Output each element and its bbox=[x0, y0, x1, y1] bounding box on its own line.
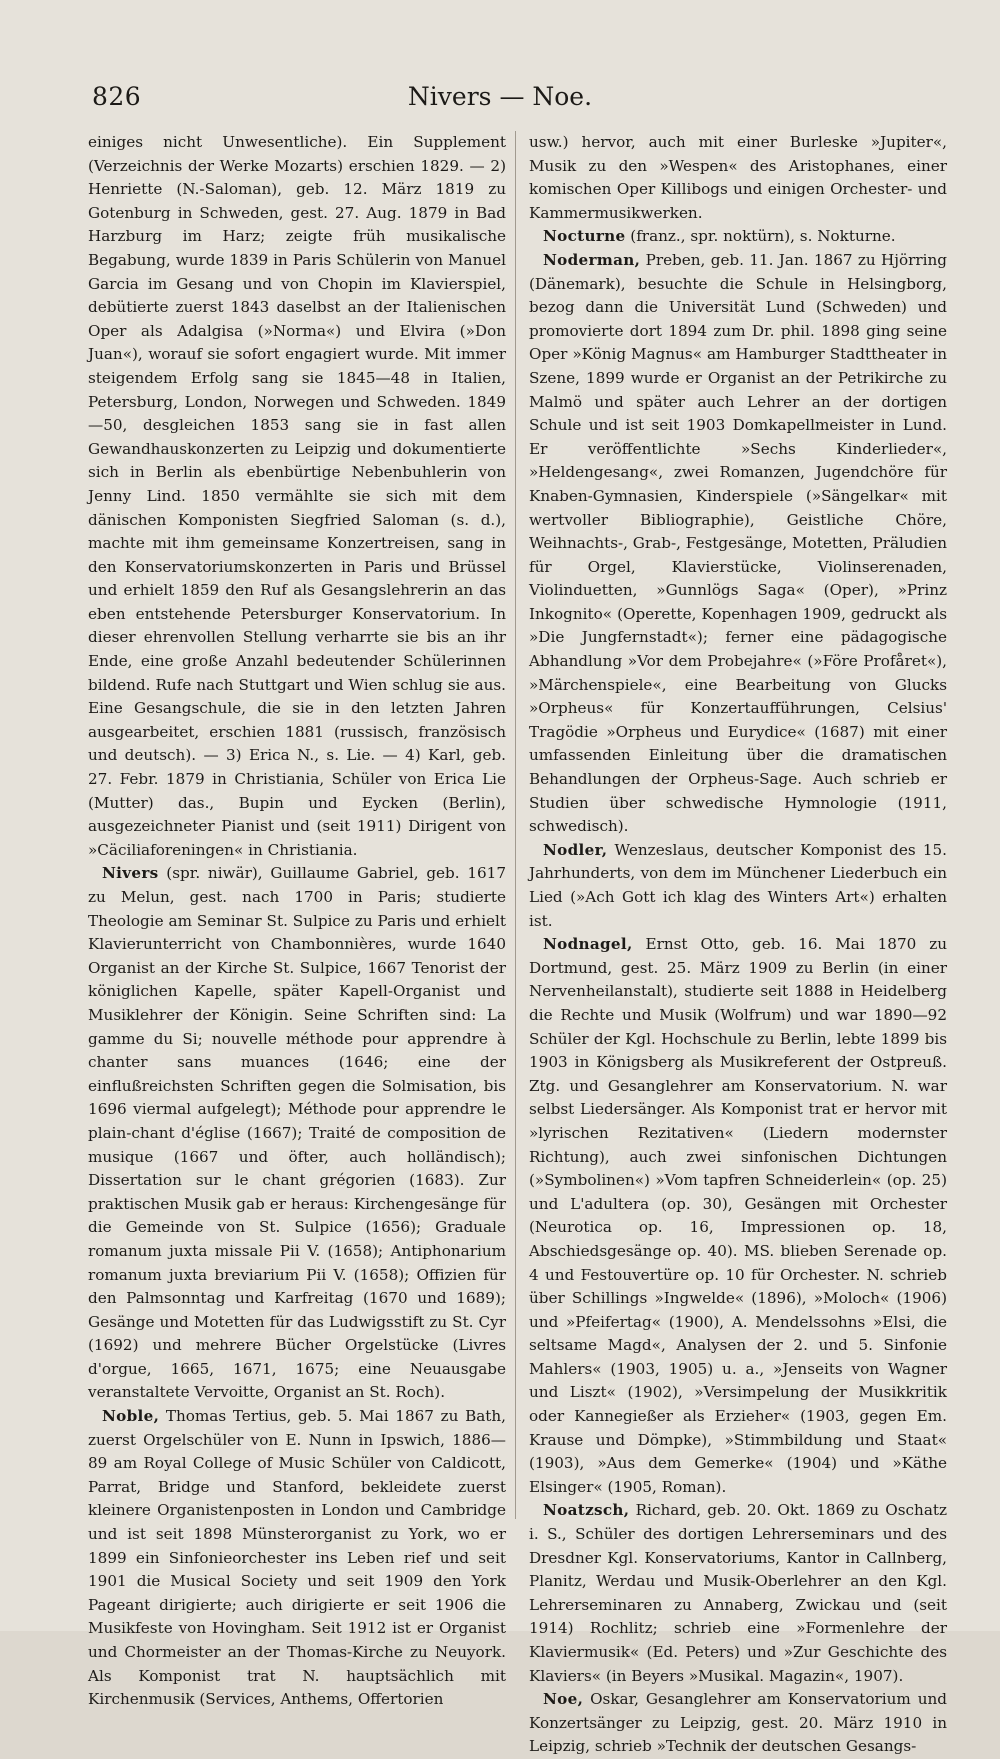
entry-text: (spr. niwär), Guillaume Gabriel, geb. 1617 zu Melun, gest. nach 1700 in Paris; studierte Theologie am Seminar St. Sulpice zu Paris und erhielt Klavierunterricht von Chambonnières, wurde 1640 Organist an der Kirche St. Sulpice, 1667 Tenorist der königlichen Kapelle, später Kapell-Organist und Musiklehrer der Königin. Seine Schriften sind: La gamme du Si; nouvelle méthode pour apprendre à chanter sans muances (1646; eine der einflußreichsten Schriften gegen die Solmisation, bis 1696 viermal aufgelegt); Méthode pour apprendre le plain-chant d'église (1667); Traité de composition de musique (1667 und öfter, auch holländisch); Dissertation sur le chant grégorien (1683). Zur praktischen Musik gab er heraus: Kirchengesänge für die Gemeinde von St. Sulpice (1656); Graduale romanum juxta missale Pii V. (1658); Antiphonarium romanum juxta breviarium Pii V. (1658); Offizien für den Palmsonntag und Karfreitag (1670 und 1689); Gesänge und Motetten für das Ludwigsstift zu St. Cyr (1692) und mehrere Bücher Orgelstücke (Livres d'orgue, 1665, 1671, 1675; eine Neuausgabe veranstaltete Vervoitte, Organist an St. Roch). bbox=[88, 864, 507, 1402]
entry-text: Ernst Otto, geb. 16. Mai 1870 zu Dortmund, gest. 25. März 1909 zu Berlin (in einer Nervenheilanstalt), studierte seit 1888 in Heidelberg die Rechte und Musik (Wolfrum) und war 1890—92 Schüler der Kgl. Hochschule zu Berlin, lebte 1899 bis 1903 in Königsberg als Musikreferent der Ostpreuß. Ztg. und Gesanglehrer am Konservatorium. N. war selbst Liedersänger. Als Komponist trat er hervor mit »lyrischen Rezitativen« (Liedern modernster Richtung), auch zwei sinfonischen Dichtungen (»Symbolinen«) »Vom tapfren Schneiderlein« (op. 25) und L'adultera (op. 30), Gesängen mit Orchester (Neurotica op. 16, Impressionen op. 18, Abschiedsgesänge op. 40). MS. blieben Serenade op. 4 und Festouvertüre op. 10 für Orchester. N. schrieb über Schillings »Ingwelde« (1896), »Moloch« (1906) und »Pfeifertag« (1900), A. Mendelssohns »Elsi, die seltsame Magd«, Analysen der 2. und 5. Sinfonie Mahlers« (1903, 1905) u. a., »Jenseits von Wagner und Liszt« (1902), »Versimpelung der Musikkritik oder Kannegießer als Erzieher« (1903, gegen Em. Krause und Dömpke), »Stimmbildung und Staat« (1903), »Aus dem Gemerke« (1904) und »Käthe Elsinger« (1905, Roman). bbox=[529, 935, 948, 1496]
entry-paragraph bbox=[88, 862, 506, 1405]
page-number: 826 bbox=[92, 82, 142, 111]
entry-paragraph bbox=[529, 1499, 947, 1688]
entry-headword: Nodler, bbox=[543, 840, 608, 859]
page-header bbox=[0, 0, 1000, 130]
entry-paragraph bbox=[88, 1405, 506, 1712]
entry-text: usw.) hervor, auch mit einer Burleske »Jupiter«, Musik zu den »Wespen« des Aristophanes, einer komischen Oper Killibogs und einigen Orchester- und Kammermusikwerken. bbox=[529, 133, 947, 222]
entry-headword: Nocturne bbox=[543, 227, 626, 246]
running-head: Nivers — Noe. bbox=[407, 82, 593, 111]
entry-text: (franz., spr. noktürn), s. Nokturne. bbox=[630, 227, 896, 246]
entry-paragraph bbox=[529, 839, 947, 933]
entry-headword: Nivers bbox=[102, 864, 159, 883]
entry-headword: Noble, bbox=[102, 1407, 160, 1426]
entry-headword: Nodnagel, bbox=[543, 935, 633, 954]
entry-paragraph bbox=[529, 225, 947, 249]
column-divider bbox=[515, 131, 516, 1519]
entry-paragraph bbox=[529, 1688, 947, 1759]
entry-paragraph bbox=[529, 249, 947, 839]
entry-paragraph bbox=[529, 131, 947, 225]
entry-text: Preben, geb. 11. Jan. 1867 zu Hjörring (Dänemark), besuchte die Schule in Helsingborg, bezog dann die Universität Lund (Schweden) und promovierte dort 1894 zum Dr. phil. 1898 ging seine Oper »König Magnus« am Hamburger Stadttheater in Szene, 1899 wurde er Organist an der Petrikirche zu Malmö und später auch Lehrer an der dortigen Schule und ist seit 1903 Domkapellmeister in Lund. Er veröffentlichte »Sechs Kinderlieder«, »Heldengesang«, zwei Romanzen, Jugendchöre für Knaben-Gymnasien, Kinderspiele (»Sängelkar« mit wertvoller Bibliographie), Geistliche Chöre, Weihnachts-, Grab-, Festgesänge, Motetten, Präludien für Orgel, Klavierstücke, Violinserenaden, Violinduetten, »Gunnlögs Saga« (Oper), »Prinz Inkognito« (Operette, Kopenhagen 1909, gedruckt als »Die Jungfernstadt«); ferner eine pädagogische Abhandlung »Vor dem Probejahre« (»Före Profåret«), »Märchenspiele«, eine Bearbeitung von Glucks »Orpheus« für Konzertaufführungen, Celsius' Tragödie »Orpheus und Eurydice« (1687) mit einer umfassenden Einleitung über die dramatischen Behandlungen der Orpheus-Sage. Auch schrieb er Studien über schwedische Hymnologie (1911, schwedisch). bbox=[529, 250, 947, 836]
left-column bbox=[88, 131, 506, 1712]
entry-paragraph bbox=[88, 131, 506, 862]
entry-text: Oskar, Gesanglehrer am Konservatorium und Konzertsänger zu Leipzig, gest. 20. März 1910 in Leipzig, schrieb »Technik der deutschen Gesangs- bbox=[529, 1690, 948, 1756]
entry-text: Wenzeslaus, deutscher Komponist des 15. Jahrhunderts, von dem im Münchener Liederbuch ein Lied (»Ach Gott ich klag des Winters Art«) erhalten ist. bbox=[529, 840, 947, 930]
entry-text: Richard, geb. 20. Okt. 1869 zu Oschatz i. S., Schüler des dortigen Lehrerseminars und des Dresdner Kgl. Konservatoriums, Kantor in Callnberg, Planitz, Werdau und Musik-Oberlehrer an den Kgl. Lehrerseminaren zu Annaberg, Zwickau und (seit 1914) Rochlitz; schrieb eine »Formenlehre der Klaviermusik« (Ed. Peters) und »Zur Geschichte des Klaviers« (in Beyers »Musikal. Magazin«, 1907). bbox=[529, 1501, 948, 1685]
entry-headword: Noe, bbox=[543, 1690, 584, 1709]
entry-headword: Noderman, bbox=[543, 250, 641, 269]
entry-text: einiges nicht Unwesentliche). Ein Supplement (Verzeichnis der Werke Mozarts) erschien 1829. — 2) Henriette (N.-Saloman), geb. 12. März 1819 zu Gotenburg in Schweden, gest. 27. Aug. 1879 in Bad Harzburg im Harz; zeigte früh musikalische Begabung, wurde 1839 in Paris Schülerin von Manuel Garcia im Gesang und von Chopin im Klavierspiel, debütierte zuerst 1843 daselbst an der Italienischen Oper als Adalgisa (»Norma«) und Elvira (»Don Juan«), worauf sie sofort engagiert wurde. Mit immer steigendem Erfolg sang sie 1845—48 in Italien, Petersburg, London, Norwegen und Schweden. 1849—50, desgleichen 1853 sang sie in fast allen Gewandhauskonzerten zu Leipzig und dokumentierte sich in Berlin als ebenbürtige Nebenbuhlerin von Jenny Lind. 1850 vermählte sie sich mit dem dänischen Komponisten Siegfried Saloman (s. d.), machte mit ihm gemeinsame Konzertreisen, sang in den Konservatoriumskonzerten in Paris und Brüssel und erhielt 1859 den Ruf als Gesangslehrerin an das eben entstehende Petersburger Konservatorium. In dieser ehrenvollen Stellung verharrte sie bis an ihr Ende, eine große Anzahl bedeutender Schülerinnen bildend. Rufe nach Stuttgart und Wien schlug sie aus. Eine Gesangschule, die sie in den letzten Jahren ausgearbeitet, erschien 1881 (russisch, französisch und deutsch). — 3) Erica N., s. Lie. — 4) Karl, geb. 27. Febr. 1879 in Christiania, Schüler von Erica Lie (Mutter) das., Bupin und Eycken (Berlin), ausgezeichneter Pianist und (seit 1911) Dirigent von »Cäciliaforeningen« in Christiania. bbox=[88, 133, 506, 859]
right-column bbox=[529, 131, 947, 1759]
entry-paragraph bbox=[529, 933, 947, 1499]
entry-headword: Noatzsch, bbox=[543, 1501, 630, 1520]
entry-text: Thomas Tertius, geb. 5. Mai 1867 zu Bath, zuerst Orgelschüler von E. Nunn in Ipswich, 1886—89 am Royal College of Music Schüler von Caldicott, Parrat, Bridge und Stanford, bekleidete zuerst kleinere Organistenposten in London und Cambridge und ist seit 1898 Münsterorganist zu York, wo er 1899 ein Sinfonieorchester ins Leben rief und seit 1901 die Musical Society und seit 1909 den York Pageant dirigierte; auch dirigierte er seit 1906 die Musikfeste von Hovingham. Seit 1912 ist er Organist und Chormeister an der Thomas-Kirche zu Neuyork. Als Komponist trat N. hauptsächlich mit Kirchenmusik (Services, Anthems, Offertorien bbox=[88, 1407, 506, 1709]
